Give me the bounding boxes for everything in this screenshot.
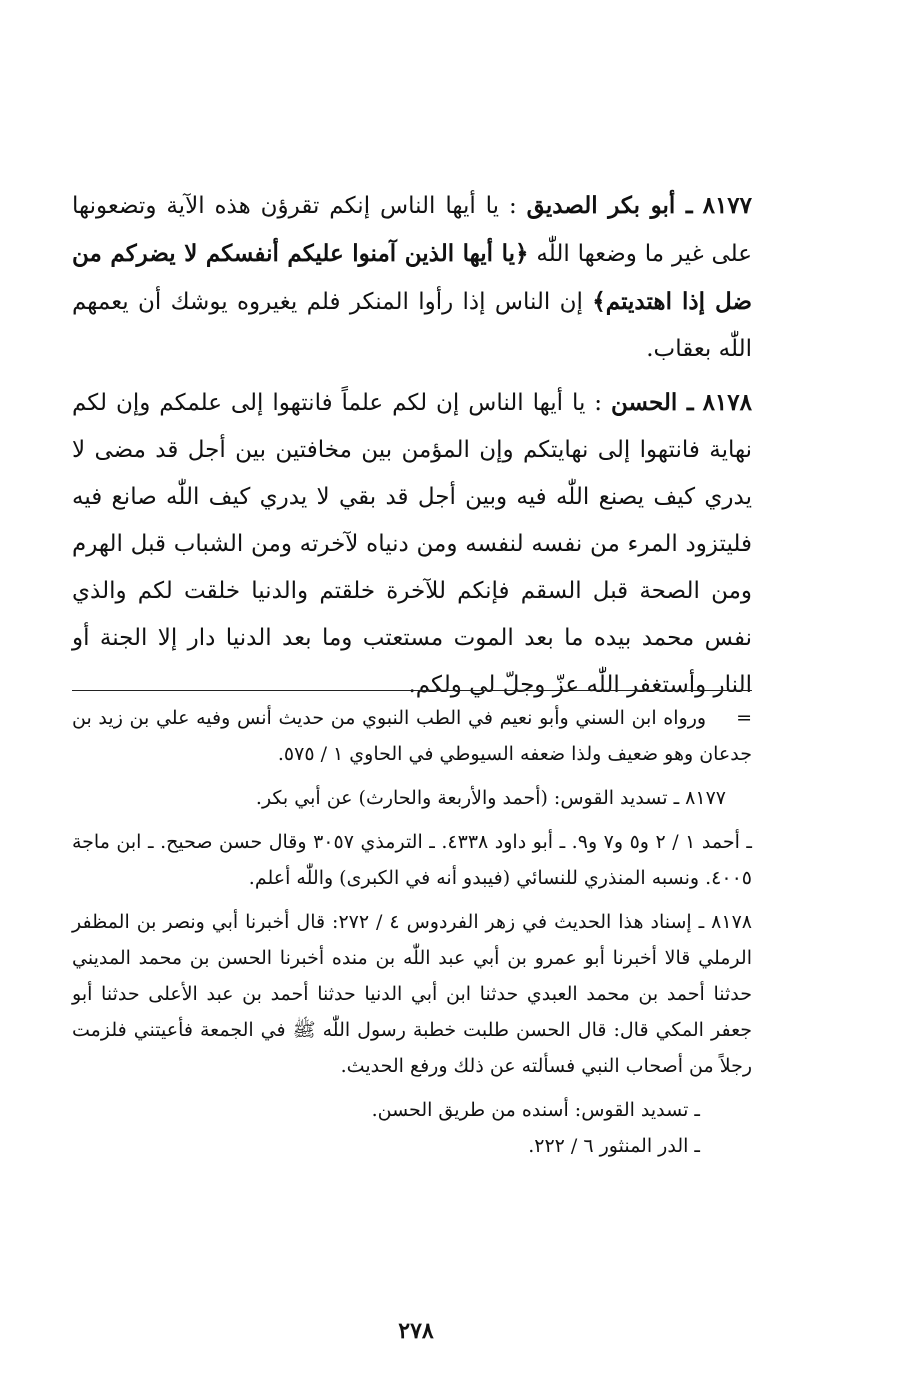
footnote-8177-refs: ـ أحمد ١ / ٢ و٥ و٧ و٩. ـ أبو داود ٤٣٣٨. ـ الترمذي ٣٠٥٧ وقال حسن صحيح. ـ ابن ماجة ٤٠٠٥. ونسبه المنذري للنسائي (فيبدو أنه في الكبرى) واللّٰه أعلم.: [72, 831, 752, 889]
quran-quote: ﴿يا أيها الذين آمنوا عليكم أنفسكم لا يضركم من ضل إذا اهتديتم﴾: [72, 240, 752, 315]
narrator-name: ـ أبو بكر الصديق: [526, 192, 693, 219]
footnote-divider: [72, 690, 752, 691]
footnote-8178-isnad: ٨١٧٨ ـ إسناد هذا الحديث في زهر الفردوس ٤ / ٢٧٢: قال أخبرنا أبي ونصر بن المظفر الرملي قالا أخبرنا أبو عمرو بن أبي عبد اللّٰه بن منده أخبرنا الحسن بن محمد المديني حدثنا أحمد بن محمد العبدي حدثنا ابن أبي الدنيا حدثنا أحمد بن عبد الأعلى حدثنا أبو جعفر المكي قال: قال الحسن طلبت خطبة رسول اللّٰه ﷺ في الجمعة فأعيتني فلزمت رجلاً من أصحاب النبي فسألته عن ذلك ورفع الحديث.: [72, 911, 752, 1077]
hadith-8177: [72, 182, 752, 373]
hadith-text: إن الناس إذا رأوا المنكر فلم يغيروه يوشك أن يعمهم اللّٰه بعقاب.: [72, 289, 752, 362]
hadith-number: ٨١٧٨: [702, 389, 752, 416]
hadith-8178: [72, 379, 752, 709]
hadith-text: : يا أيها الناس إنكم تقرؤن هذه الآية وتضعونها على غير ما وضعها اللّٰه: [72, 193, 752, 267]
page-number: ٢٧٨: [398, 1318, 434, 1344]
footnote-8178-tasdid: ـ تسديد القوس: أسنده من طريق الحسن.: [371, 1099, 700, 1121]
footnote-8178-durr: ـ الدر المنثور ٦ / ٢٢٢.: [528, 1135, 700, 1157]
narrator-name: ـ الحسن: [610, 389, 694, 416]
footnote-8177-tasdid: ٨١٧٧ ـ تسديد القوس: (أحمد والأربعة والحارث) عن أبي بكر.: [255, 787, 726, 809]
main-text: [72, 182, 752, 709]
footnotes: [72, 700, 752, 1164]
hadith-text: : يا أيها الناس إن لكم علماً فانتهوا إلى علمكم وإن لكم نهاية فانتهوا إلى نهايتكم وإن المؤمن بين مخافتين بين أجل قد مضى لا يدري كيف يصنع اللّٰه فيه وبين أجل قد بقي لا يدري كيف اللّٰه صانع فيه فليتزود المرء من نفسه لنفسه ومن دنياه لآخرته ومن الشباب قبل الهرم ومن الصحة قبل السقم فإنكم للآخرة خلقتم والدنيا خلقت لكم والذي نفس محمد بيده ما بعد الموت مستعتب وما بعد الدنيا دار إلا الجنة أو النار وأستغفر اللّٰه عزّ وجلّ لي ولكم.: [72, 390, 752, 698]
hadith-number: ٨١٧٧: [702, 192, 753, 219]
footnote-text: ورواه ابن السني وأبو نعيم في الطب النبوي من حديث أنس وفيه علي بن زيد بن جدعان وهو ضعيف ولذا ضعفه السيوطي في الحاوي ١ / ٥٧٥.: [72, 707, 752, 765]
footnote-continuation: [72, 700, 752, 772]
continuation-mark: =: [736, 707, 752, 729]
